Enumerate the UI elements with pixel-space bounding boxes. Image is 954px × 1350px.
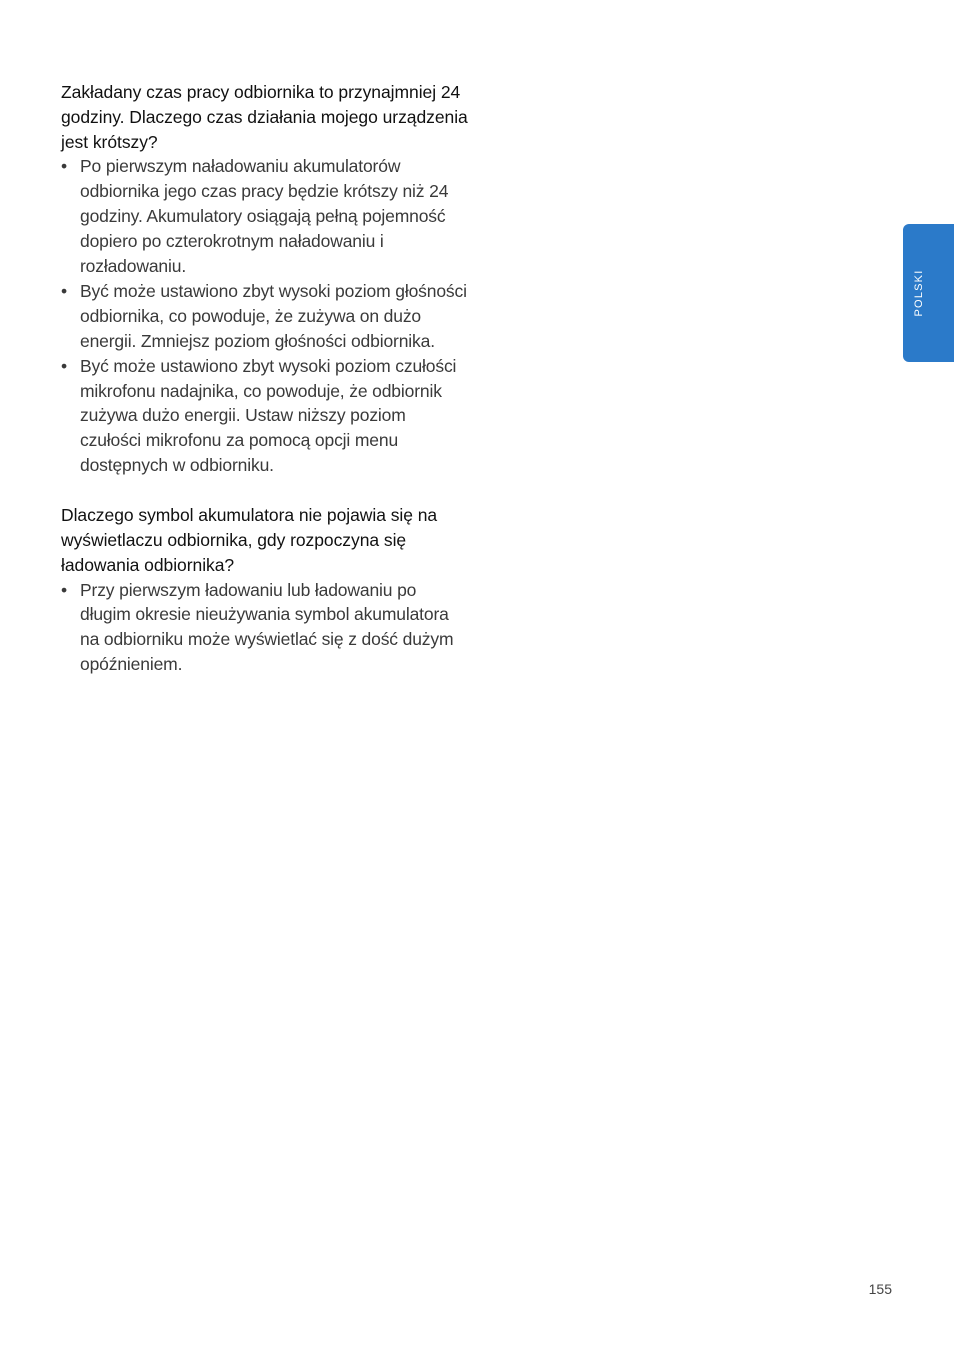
bullet-marker: • <box>61 280 67 301</box>
page-number: 155 <box>868 1281 892 1297</box>
faq-question: Zakładany czas pracy odbiornika to przynajmniej 24 godziny. Dlaczego czas działania mojego urządzenia jest krótszy? <box>61 82 468 152</box>
bullet-marker: • <box>61 579 67 600</box>
faq-answer-text: Po pierwszym naładowaniu akumulatorów odbiornika jego czas pracy będzie krótszy niż 24 godziny. Akumulatory osiągają pełną pojemność dopiero po czterokrotnym naładowaniu i rozładowaniu. <box>80 156 449 277</box>
faq-question: Dlaczego symbol akumulatora nie pojawia się na wyświetlaczu odbiornika, gdy rozpoczyna się ładowania odbiornika? <box>61 505 438 575</box>
faq-answer-item <box>61 578 471 678</box>
bullet-marker: • <box>61 355 67 376</box>
language-tab <box>903 224 954 362</box>
faq-answer-item <box>61 279 471 354</box>
faq-answer-list <box>61 578 471 678</box>
faq-answer-list <box>61 154 471 478</box>
faq-answer-item <box>61 154 471 279</box>
faq-answer-text: Przy pierwszym ładowaniu lub ładowaniu po długim okresie nieużywania symbol akumulatora na odbiorniku może wyświetlać się z dość dużym opóźnieniem. <box>80 579 454 675</box>
document-content <box>61 80 471 702</box>
faq-answer-text: Być może ustawiono zbyt wysoki poziom głośności odbiornika, co powoduje, że zużywa on dużo energii. Zmniejsz poziom głośności odbiornika. <box>80 280 467 351</box>
faq-answer-item <box>61 354 471 479</box>
faq-answer-text: Być może ustawiono zbyt wysoki poziom czułości mikrofonu nadajnika, co powoduje, że odbiornik zużywa dużo energii. Ustaw niższy poziom czułości mikrofonu za pomocą opcji menu dostępnych w odbiorniku. <box>80 355 457 476</box>
bullet-marker: • <box>61 156 67 177</box>
faq-section-battery-life <box>61 80 471 478</box>
faq-section-battery-symbol <box>61 503 471 677</box>
language-tab-label: POLSKI <box>913 269 925 317</box>
